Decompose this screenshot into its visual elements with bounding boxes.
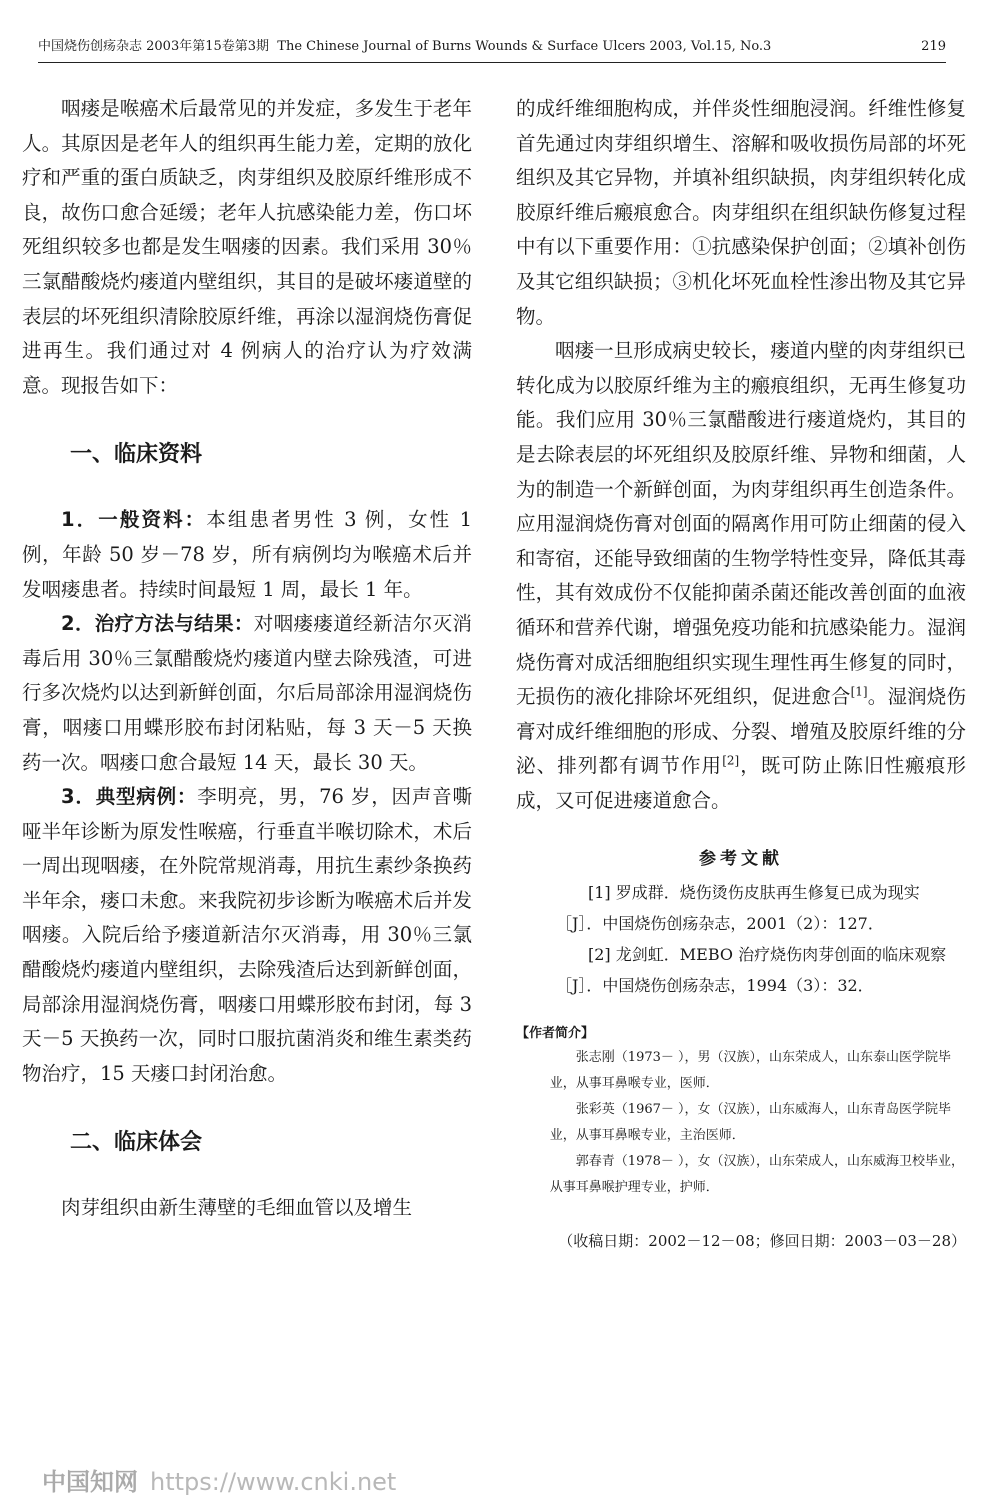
- section-title-clinical-data: 一、临床资料: [70, 442, 203, 468]
- discussion-text-a: 咽瘘一旦形成病史较长，瘘道内壁的肉芽组织已转化成为以胶原纤维为主的瘢痕组织，无再生修复功能。我们应用 30％三氯醋酸进行瘘道烧灼，其目的是去除表层的坏死组织及胶原纤维、异物和细菌，人为的制造一个新鲜创面，为肉芽组织再生创造条件。应用湿润烧伤膏对创面的隔离作用可防止细菌的侵入和寄宿，还能导致细菌的生物学特性变异，降低其毒性，其有效成份不仅能抑菌杀菌还能改善创面的血液循环和营养代谢，增强免疫功能和抗感染能力。湿润烧伤膏对成活细胞组织实现生理性再生修复的同时，无损伤的液化排除坏死组织，促进愈合: [516, 339, 966, 709]
- journal-title-cn: 中国烧伤创疡杂志 2003年第15卷第3期: [38, 39, 270, 54]
- reference-item: [2] 龙剑虹．MEBO 治疗烧伤肉芽创面的临床观察［J］．中国烧伤创疡杂志，1994（3）：32．: [556, 945, 947, 996]
- section-title-clinical-experience: 二、临床体会: [70, 1130, 203, 1156]
- journal-title-en: The Chinese Journal of Burns Wounds & Surface Ulcers 2003, Vol.15, No.3: [277, 39, 772, 54]
- author-bio: 张志刚（1973－ ），男（汉族），山东荣成人，山东泰山医学院毕业，从事耳鼻喉专业，医师．: [549, 1050, 952, 1092]
- author-bio: 张彩英（1967－ ），女（汉族），山东威海人，山东青岛医学院毕业，从事耳鼻喉专业，主治医师．: [549, 1102, 952, 1144]
- intro-paragraph: 咽瘘是喉癌术后最常见的并发症，多发生于老年人。其原因是老年人的组织再生能力差，定期的放化疗和严重的蛋白质缺乏，肉芽组织及胶原纤维形成不良，故伤口愈合延缓；老年人抗感染能力差，伤口坏死组织较多也都是发生咽瘘的因素。我们采用 30％三氯醋酸烧灼瘘道内壁组织，其目的是破坏瘘道壁的表层的坏死组织清除胶原纤维，再涂以湿润烧伤膏促进再生。我们通过对 4 例病人的治疗认为疗效满意。现报告如下：: [22, 97, 472, 397]
- discussion-paragraph-continued: 的成纤维细胞构成，并伴炎性细胞浸润。纤维性修复首先通过肉芽组织增生、溶解和吸收损伤局部的坏死组织及其它异物，并填补组织缺损，肉芽组织转化成胶原纤维后瘢痕愈合。肉芽组织在组织缺伤修复过程中有以下重要作用：①抗感染保护创面；②填补创伤及其它组织缺损；③机化坏死血栓性渗出物及其它异物。: [516, 97, 966, 328]
- watermark-url: https://www.cnki.net: [150, 1468, 397, 1496]
- typical-case-text: 李明亮，男，76 岁，因声音嘶哑半年诊断为原发性喉癌，行垂直半喉切除术，术后一周出现咽瘘，在外院常规消毒，用抗生素纱条换药半年余，瘘口未愈。来我院初步诊断为喉癌术后并发咽瘘。入院后给予瘘道新洁尔灭消毒，用 30％三氯醋酸烧灼瘘道内壁组织，去除残渣后达到新鲜创面，局部涂用湿润烧伤膏，咽瘘口用蝶形胶布封闭，每 3 天－5 天换药一次，同时口服抗菌消炎和维生素类药物治疗，15 天瘘口封闭治愈。: [22, 785, 472, 1085]
- citation-ref-2: [2]: [722, 753, 740, 768]
- references-title: 参考文献: [699, 849, 783, 870]
- discussion-paragraph-2: [516, 334, 966, 818]
- general-data-label: 1．一般资料：: [61, 508, 207, 532]
- journal-header: [38, 36, 771, 58]
- general-data-paragraph: [22, 503, 472, 607]
- author-bio: 郭春青（1978－ ），女（汉族），山东荣成人，山东威海卫校毕业，从事耳鼻喉护理专业，护师．: [549, 1154, 965, 1196]
- reference-item: [1] 罗成群．烧伤烫伤皮肤再生修复已成为现实［J］．中国烧伤创疡杂志，2001（2）：127．: [556, 883, 920, 934]
- discussion-text-c: ，既可防止陈旧性瘢痕形成，又可促进瘘道愈合。: [516, 754, 966, 812]
- typical-case-label: 3．典型病例：: [61, 785, 198, 809]
- author-bio-title: 【作者简介】: [516, 1026, 595, 1042]
- right-column: [516, 92, 966, 1253]
- received-dates: （收稿日期：2002－12－08；修回日期：2003－03－28）: [558, 1232, 966, 1251]
- typical-case-paragraph: [22, 780, 472, 1091]
- treatment-label: 2．治疗方法与结果：: [61, 612, 254, 636]
- running-header: [38, 36, 946, 63]
- cnki-watermark: [42, 1462, 396, 1497]
- left-column: [22, 92, 472, 1226]
- watermark-brand: 中国知网: [42, 1468, 138, 1496]
- citation-ref-1: [1]: [850, 684, 868, 699]
- general-data-text: 本组患者男性 3 例，女性 1 例，年龄 50 岁－78 岁，所有病例均为喉癌术后并发咽瘘患者。持续时间最短 1 周，最长 1 年。: [22, 508, 472, 601]
- discussion-text-b: 。湿润烧伤膏对成纤维细胞的形成、分裂、增殖及胶原纤维的分泌、排列都有调节作用: [516, 685, 966, 778]
- treatment-paragraph: [22, 607, 472, 780]
- page-number: 219: [921, 39, 946, 54]
- treatment-text: 对咽瘘瘘道经新洁尔灭消毒后用 30％三氯醋酸烧灼瘘道内壁去除残渣，可进行多次烧灼以达到新鲜创面，尔后局部涂用湿润烧伤膏，咽瘘口用蝶形胶布封闭粘贴，每 3 天－5 天换药一次。咽瘘口愈合最短 14 天，最长 30 天。: [22, 612, 472, 774]
- discussion-paragraph-start: 肉芽组织由新生薄壁的毛细血管以及增生: [61, 1196, 413, 1220]
